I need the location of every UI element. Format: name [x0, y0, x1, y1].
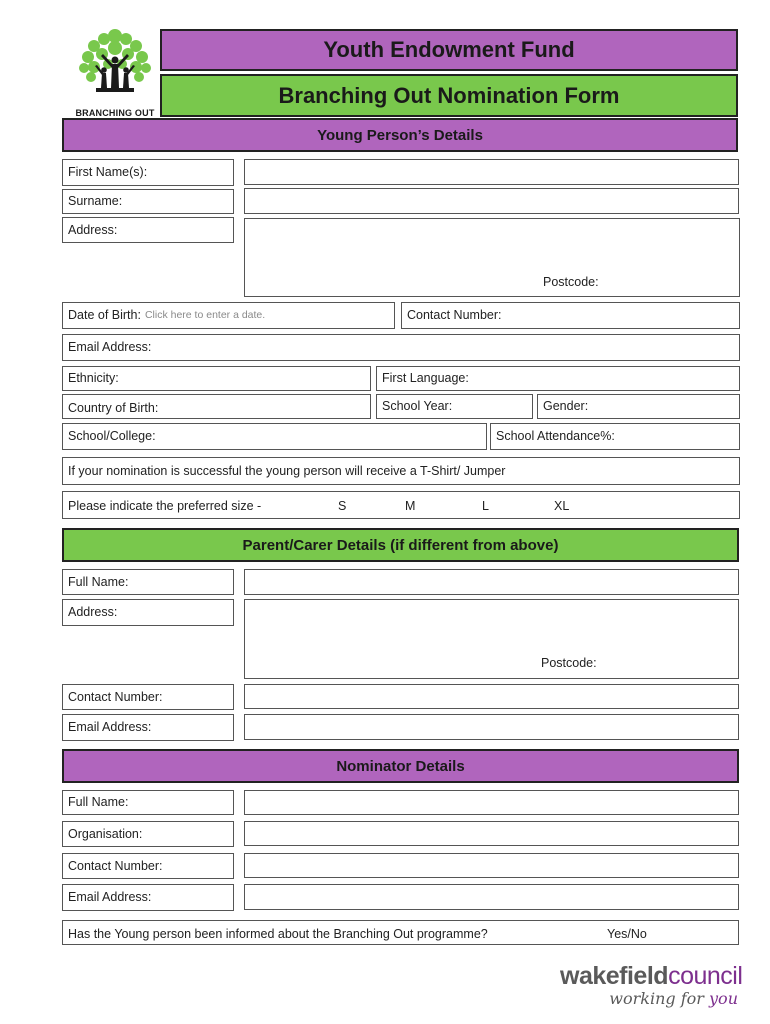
nominator-contact-label: Contact Number:: [62, 853, 234, 879]
ethnicity-field[interactable]: Ethnicity:: [62, 366, 371, 391]
brand-main: wakefield: [560, 962, 669, 990]
informed-question: Has the Young person been informed about the Branching Out programme?: [68, 927, 488, 941]
parent-full-name-input[interactable]: [244, 569, 739, 595]
parent-full-name-label: Full Name:: [62, 569, 234, 595]
nominator-email-input[interactable]: [244, 884, 739, 910]
size-option-xl[interactable]: XL: [554, 499, 570, 513]
parent-contact-input[interactable]: [244, 684, 739, 709]
size-selection-row: [62, 491, 740, 519]
gender-field[interactable]: Gender:: [537, 394, 740, 419]
postcode-label: Postcode:: [543, 275, 599, 289]
parent-carer-heading-text: Parent/Carer Details (if different from above): [242, 536, 559, 554]
nominator-heading-text: Nominator Details: [336, 757, 465, 775]
informed-question-row[interactable]: [62, 920, 739, 945]
organisation-label: Organisation:: [62, 821, 234, 847]
brand-tag-2: you: [709, 989, 738, 1008]
size-prompt: Please indicate the preferred size -: [68, 499, 262, 513]
form-title: Branching Out Nomination Form: [278, 82, 620, 108]
young-person-heading: [62, 118, 738, 152]
first-name-input[interactable]: [244, 159, 739, 185]
tree-icon: [74, 26, 156, 102]
parent-contact-label: Contact Number:: [62, 684, 234, 710]
first-name-label: First Name(s):: [62, 159, 234, 186]
surname-label: Surname:: [62, 189, 234, 214]
tshirt-note: If your nomination is successful the young person will receive a T-Shirt/ Jumper: [62, 457, 740, 485]
nominator-full-name-label: Full Name:: [62, 790, 234, 815]
first-language-field[interactable]: First Language:: [376, 366, 740, 391]
parent-email-input[interactable]: [244, 714, 739, 740]
parent-email-label: Email Address:: [62, 714, 234, 741]
informed-answer[interactable]: Yes/No: [607, 927, 647, 941]
organisation-input[interactable]: [244, 821, 739, 846]
form-title-banner: [160, 74, 738, 117]
surname-input[interactable]: [244, 188, 739, 214]
nominator-contact-input[interactable]: [244, 853, 739, 878]
nominator-full-name-input[interactable]: [244, 790, 739, 815]
branching-out-logo: [74, 26, 156, 118]
country-of-birth-field[interactable]: Country of Birth:: [62, 394, 371, 419]
address-input[interactable]: [244, 218, 740, 297]
size-option-l[interactable]: L: [482, 499, 489, 513]
dob-hint: Click here to enter a date.: [144, 309, 266, 322]
parent-postcode-label: Postcode:: [541, 656, 597, 670]
size-option-s[interactable]: S: [338, 499, 347, 513]
email-field[interactable]: Email Address:: [62, 334, 740, 361]
parent-address-input[interactable]: [244, 599, 739, 679]
nominator-heading: [62, 749, 739, 783]
size-option-m[interactable]: M: [405, 499, 416, 513]
nominator-email-label: Email Address:: [62, 884, 234, 911]
school-college-field[interactable]: School/College:: [62, 423, 487, 450]
school-attendance-field[interactable]: School Attendance%:: [490, 423, 740, 450]
address-label: Address:: [62, 217, 234, 243]
fund-title: Youth Endowment Fund: [323, 37, 575, 62]
fund-title-banner: [160, 29, 738, 71]
young-person-heading-text: Young Person’s Details: [317, 126, 483, 144]
dob-label: Date of Birth:: [68, 308, 141, 323]
dob-field[interactable]: [62, 302, 395, 329]
logo-text: BRANCHING OUT: [75, 108, 155, 118]
parent-carer-heading: [62, 528, 739, 562]
contact-number-field[interactable]: Contact Number:: [401, 302, 740, 329]
brand-council: council: [668, 962, 743, 990]
parent-address-label: Address:: [62, 599, 234, 626]
wakefield-council-logo: [560, 962, 744, 1012]
brand-tag-1: working for: [609, 989, 710, 1008]
school-year-field[interactable]: School Year:: [376, 394, 533, 419]
